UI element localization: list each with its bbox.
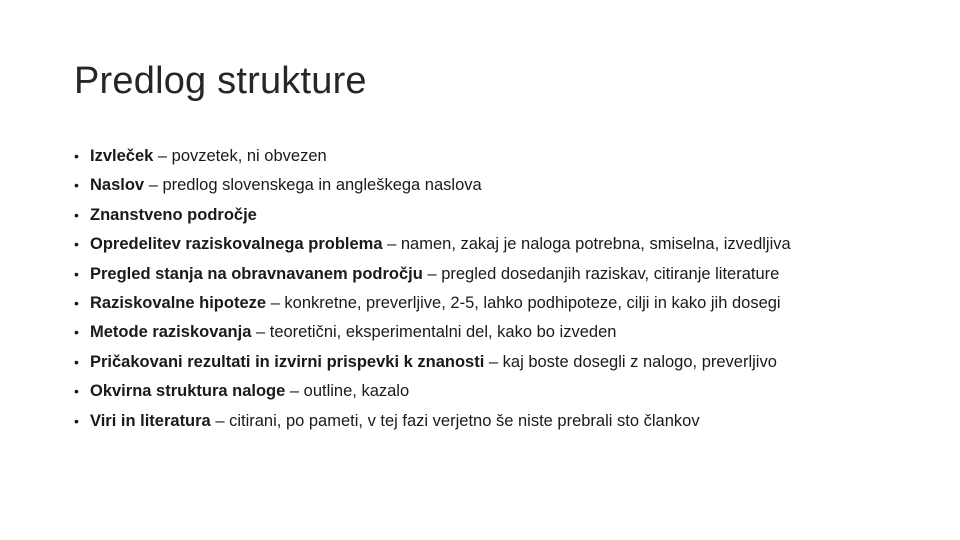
bullet-icon: • [74,177,79,194]
bullet-description: – teoretični, eksperimentalni del, kako bo izveden [251,323,617,342]
bullet-text [90,171,482,200]
bullet-item-title [74,171,934,200]
bullet-term: Znanstveno področje [90,205,257,224]
bullet-item-hypotheses [74,289,934,318]
bullet-term: Pričakovani rezultati in izvirni prispevki k znanosti [90,352,485,371]
bullet-term: Raziskovalne hipoteze [90,293,267,312]
bullet-text [90,348,777,377]
bullet-item-problem [74,230,934,259]
bullet-icon: • [74,148,79,164]
bullet-text [90,230,791,259]
bullet-item-expected-results [74,348,934,377]
bullet-description: – povzetek, ni obvezen [153,147,327,165]
bullet-icon: • [74,236,79,253]
bullet-item-methods [74,318,934,347]
bullet-text [90,318,616,347]
bullet-term: Viri in literatura [90,411,211,430]
slide-title: Predlog strukture [74,60,367,102]
bullet-term: Naslov [90,176,145,195]
bullet-term: Opredelitev raziskovalnega problema [90,235,383,254]
bullet-item-field [74,201,934,230]
bullet-description: – citirani, po pameti, v tej fazi verjetno še niste prebrali sto člankov [210,411,700,430]
bullet-text [90,201,257,230]
bullet-icon: • [74,265,79,282]
bullet-text [90,260,779,289]
bullet-icon: • [74,383,79,400]
bullet-item-state-of-art [74,260,934,289]
bullet-item-references [74,407,934,436]
bullet-description: – konkretne, preverljive, 2-5, lahko podhipoteze, cilji in kako jih dosegi [266,293,781,312]
bullet-icon: • [74,294,79,311]
bullet-description: – pregled dosedanjih raziskav, citiranje literature [422,264,780,283]
bullet-description: – outline, kazalo [285,382,410,401]
bullet-icon: • [74,412,79,429]
bullet-term: Metode raziskovanja [90,323,252,342]
bullet-text [90,289,781,318]
bullet-description: – kaj boste dosegli z nalogo, preverljivo [484,352,777,371]
bullet-icon: • [74,206,79,223]
bullet-item-outline [74,377,934,406]
bullet-text [90,142,327,171]
bullet-item-abstract [74,142,934,171]
bullet-text [90,377,409,406]
bullet-term: Izvleček [90,147,154,165]
bullet-icon: • [74,324,79,341]
bullet-description: – predlog slovenskega in angleškega naslova [144,176,482,195]
bullet-icon: • [74,353,79,370]
bullet-list [74,142,934,436]
bullet-term: Okvirna struktura naloge [90,382,286,401]
bullet-text [90,407,700,436]
bullet-description: – namen, zakaj je naloga potrebna, smiselna, izvedljiva [382,235,791,254]
bullet-term: Pregled stanja na obravnavanem področju [90,264,423,283]
